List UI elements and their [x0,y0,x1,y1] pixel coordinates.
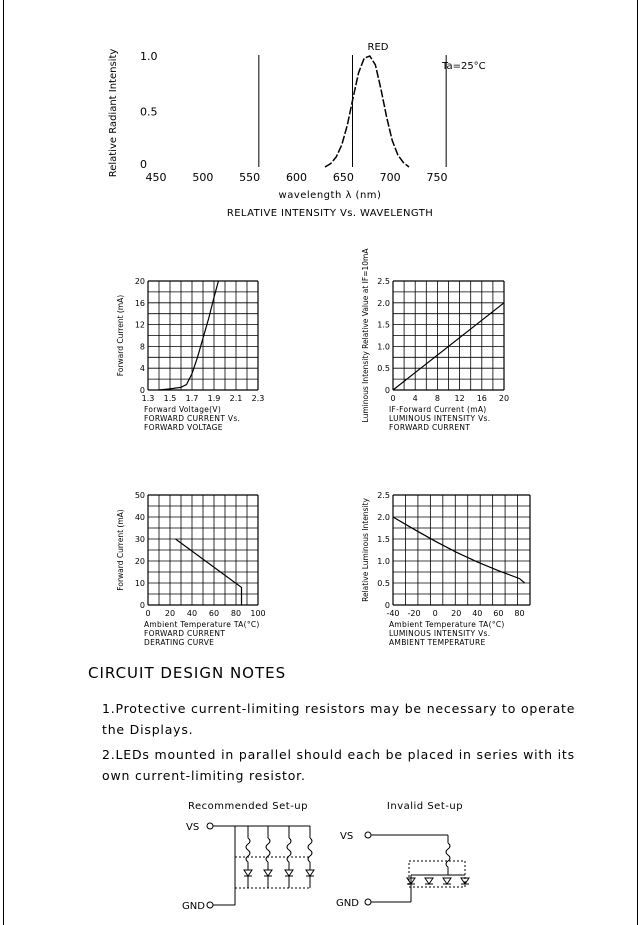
iv-chart [116,277,264,432]
y-tick-label: 0.5 [377,579,390,588]
x-tick-label: 20 [498,394,510,403]
spectrum-series-line [325,56,409,167]
x-tick-label: 100 [250,609,266,618]
y-tick-label: 30 [134,535,145,544]
x-axis-label: wavelength λ (nm) [278,190,382,201]
y-tick-label: 0 [139,386,145,395]
x-axis-label: Ambient Temperature TA(°C) [389,620,505,629]
resistor-icon [308,838,312,862]
x-tick-label: 16 [476,394,487,403]
chart-title-line: LUMINOUS INTENSITY Vs. [389,629,491,638]
recommended-title: Recommended Set-up [188,801,308,812]
y-tick-label: 1.0 [377,557,390,566]
resistor-icon [246,838,250,862]
x-tick-label: 8 [434,394,440,403]
y-tick-label: 2.5 [377,277,390,286]
led-parallel [425,878,433,884]
y-axis-label: Relative Radiant Intensity [108,48,119,178]
chart-title: RELATIVE INTENSITY Vs. WAVELENGTH [226,208,434,219]
y-tick-label: 16 [134,298,145,308]
y-tick-label: 0 [384,386,390,395]
x-tick-label: 12 [454,394,465,403]
luminous-vs-temperature-chart [361,491,530,647]
circuit-notes-heading: CIRCUIT DESIGN NOTES [88,664,287,682]
chart-title-line: DERATING CURVE [144,638,215,647]
resistor-icon [446,843,450,867]
series-label-red: RED [367,42,389,53]
x-tick-label: 2.3 [251,394,265,403]
x-tick-label: 650 [332,171,354,184]
x-tick-label: 20 [164,609,176,618]
x-tick-label: 450 [145,171,167,184]
x-tick-label: 80 [514,609,525,618]
y-tick-label: 8 [139,342,145,352]
x-tick-label: 0 [432,609,438,618]
x-tick-label: 550 [239,171,261,184]
chart-title [389,414,490,432]
y-tick-label: 1.5 [377,535,390,544]
led-diode-icon [306,870,314,876]
y-tick-label: 2.5 [377,491,390,500]
x-tick-label: -20 [407,609,421,618]
x-tick-label: 1.3 [141,394,155,403]
x-axis-label: Forward Voltage(V) [144,405,222,414]
gnd-label-invalid: GND [336,898,359,909]
x-tick-label: 1.7 [185,394,199,403]
x-tick-label: 40 [472,609,483,618]
invalid-title: Invalid Set-up [386,801,464,812]
note-item-1: 1.Protective current-limiting resistors may be necessary to operate the Displays. [102,701,576,737]
y-axis-label: Forward Current (mA) [116,294,125,377]
y-tick-label: 0.5 [140,105,158,119]
x-tick-label: 4 [412,394,418,403]
x-tick-label: 500 [192,171,214,184]
x-tick-label: 20 [451,609,462,618]
y-tick-label: 50 [134,491,145,500]
note-item-2: 2.LEDs mounted in parallel should each be placed in series with its own current-limiting resistor. [102,747,575,783]
gnd-terminal-icon [207,902,213,908]
x-tick-label: 2.1 [229,394,243,403]
chart-title-line: FORWARD CURRENT [144,629,226,638]
led-parallel [443,878,451,884]
x-tick-label: 60 [208,609,220,618]
chart-title [144,414,240,432]
x-tick-label: 600 [286,171,307,184]
gnd-terminal-icon [365,899,371,905]
luminous-vs-current-chart [361,248,509,432]
vs-terminal-icon [207,823,213,829]
chart-title-line: LUMINOUS INTENSITY Vs. [389,414,491,423]
vs-label-recommended: VS [186,822,200,833]
y-tick-label: 20 [134,277,145,286]
x-tick-label: 0 [390,394,396,403]
y-tick-label: 2.0 [377,513,390,522]
chart-title-line: FORWARD CURRENT Vs. [144,414,241,423]
chart-title-line: FORWARD CURRENT [389,423,471,432]
x-tick-label: 700 [379,171,401,184]
chart-title [389,629,490,647]
x-axis-label: IF-Forward Current (mA) [389,405,487,414]
led-diode-icon [264,870,272,876]
chart-title-line: AMBIENT TEMPERATURE [389,638,486,647]
led-diode-icon [425,878,433,884]
derating-chart [116,491,266,647]
y-tick-label: 40 [134,513,145,522]
spectrum-chart [108,42,486,219]
x-tick-label: 1.5 [163,394,177,403]
chart-title-line: FORWARD VOLTAGE [144,423,223,432]
y-tick-label: 20 [134,557,145,566]
vs-terminal-icon [365,832,371,838]
x-tick-label: 0 [145,609,151,618]
y-tick-label: 4 [139,364,145,374]
gnd-label-recommended: GND [182,901,205,912]
x-tick-label: 60 [493,609,504,618]
y-tick-label: 0 [384,601,390,610]
recommended-circuit [182,822,314,912]
x-tick-label: 40 [186,609,198,618]
x-axis-label: Ambient Temperature TA(°C) [144,620,260,629]
y-tick-label: 12 [134,320,145,330]
x-tick-label: 1.9 [207,394,221,403]
y-tick-label: 1.5 [377,320,390,330]
y-axis-label: Luminous Intensity Relative Value at IF=10mA [361,248,370,423]
led-diode-icon [285,870,293,876]
resistor-icon [266,838,270,862]
y-axis-label: Forward Current (mA) [116,509,125,591]
x-tick-label: -40 [386,609,400,618]
vs-label-invalid: VS [340,831,354,842]
chart-title [144,629,225,647]
y-tick-label: 1.0 [377,342,390,352]
y-axis-label: Relative Luminous Intensity [361,498,370,602]
x-tick-label: 750 [426,171,448,184]
y-tick-label: 2.0 [377,298,390,308]
y-tick-label: 1.0 [140,50,158,63]
led-diode-icon [244,870,252,876]
invalid-circuit [336,831,469,909]
circuit-diagrams [0,795,642,925]
x-tick-label: 80 [230,609,242,618]
y-tick-label: 0.5 [377,364,390,374]
y-tick-label: 0 [140,158,147,171]
temperature-label: Ta=25°C [442,61,486,72]
y-tick-label: 10 [134,579,145,588]
resistor-icon [287,838,291,862]
led-diode-icon [443,878,451,884]
y-tick-label: 0 [139,601,145,610]
